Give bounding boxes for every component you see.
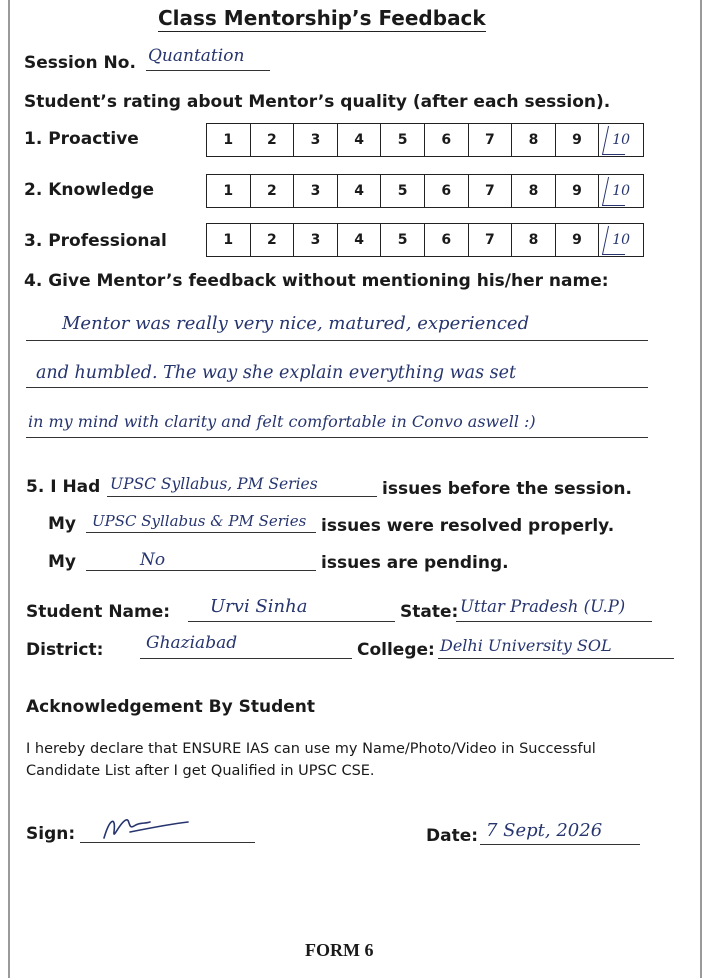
state-value[interactable]: Uttar Pradesh (U.P) (460, 597, 626, 616)
rating-cell[interactable]: 4 (338, 224, 382, 256)
date-underline (480, 844, 640, 845)
pending-prefix: My (48, 552, 76, 572)
rating-label-professional: 3. Professional (24, 231, 167, 251)
sign-label: Sign: (26, 824, 76, 844)
state-label: State: (400, 602, 459, 622)
college-value[interactable]: Delhi University SOL (440, 636, 612, 655)
district-value[interactable]: Ghaziabad (146, 633, 238, 653)
rating-cell[interactable]: 3 (294, 175, 338, 207)
rating-cell[interactable]: 1 (207, 124, 251, 156)
resolved-value[interactable]: UPSC Syllabus & PM Series (92, 512, 307, 530)
rating-cell[interactable]: 8 (512, 175, 556, 207)
rating-cell[interactable]: 1 (207, 224, 251, 256)
q5-underline (107, 496, 377, 497)
rating-cell[interactable]: 8 (512, 124, 556, 156)
session-label: Session No. (24, 53, 136, 73)
right-border (700, 0, 702, 978)
college-underline (438, 658, 674, 659)
date-value[interactable]: 7 Sept, 2026 (486, 820, 603, 841)
feedback-line-2 (26, 387, 648, 388)
district-label: District: (26, 640, 104, 660)
date-label: Date: (426, 826, 479, 846)
rating-cell[interactable]: 10 (599, 224, 643, 256)
session-value[interactable]: Quantation (148, 46, 245, 66)
acknowledgement-heading: Acknowledgement By Student (26, 697, 315, 717)
rating-cell[interactable]: 6 (425, 224, 469, 256)
rating-cell[interactable]: 5 (381, 224, 425, 256)
resolved-suffix: issues were resolved properly. (321, 516, 615, 536)
session-underline (146, 70, 270, 71)
feedback-label: 4. Give Mentor’s feedback without mentioning his/her name: (24, 271, 609, 291)
feedback-text-1[interactable]: Mentor was really very nice, matured, experienced (62, 313, 530, 334)
rating-cell[interactable]: 9 (556, 124, 600, 156)
rating-cell[interactable]: 6 (425, 175, 469, 207)
rating-cell[interactable]: 2 (251, 224, 295, 256)
rating-cell[interactable]: 8 (512, 224, 556, 256)
rating-label-knowledge: 2. Knowledge (24, 180, 155, 200)
rating-scale-proactive[interactable] (206, 123, 644, 157)
district-underline (140, 658, 352, 659)
rating-cell[interactable]: 9 (556, 175, 600, 207)
rating-cell[interactable]: 7 (469, 124, 513, 156)
pending-value[interactable]: No (140, 550, 166, 570)
resolved-prefix: My (48, 514, 76, 534)
feedback-line-3 (26, 437, 648, 438)
q5-prefix: 5. I Had (26, 477, 101, 497)
student-name-label: Student Name: (26, 602, 171, 622)
rating-cell[interactable]: 9 (556, 224, 600, 256)
rating-scale-knowledge[interactable] (206, 174, 644, 208)
rating-cell[interactable]: 4 (338, 124, 382, 156)
rating-cell[interactable]: 10 (599, 124, 643, 156)
rating-cell[interactable]: 1 (207, 175, 251, 207)
tick-mark-icon (602, 177, 631, 206)
rating-heading: Student’s rating about Mentor’s quality (after each session). (24, 92, 611, 112)
student-name-underline (188, 621, 395, 622)
form-title: Class Mentorship’s Feedback (158, 6, 486, 30)
left-border (8, 0, 10, 978)
feedback-text-3[interactable]: in my mind with clarity and felt comfortable in Convo aswell :) (28, 412, 536, 431)
rating-cell[interactable]: 3 (294, 224, 338, 256)
resolved-underline (86, 532, 316, 533)
q5-suffix: issues before the session. (382, 479, 632, 499)
rating-cell[interactable]: 10 (599, 175, 643, 207)
rating-cell[interactable]: 5 (381, 124, 425, 156)
q5-value[interactable]: UPSC Syllabus, PM Series (110, 475, 318, 493)
feedback-line-1 (26, 340, 648, 341)
rating-scale-professional[interactable] (206, 223, 644, 257)
rating-cell[interactable]: 7 (469, 224, 513, 256)
form-number: FORM 6 (305, 940, 374, 960)
pending-underline (86, 570, 316, 571)
pending-suffix: issues are pending. (321, 553, 509, 573)
rating-cell[interactable]: 3 (294, 124, 338, 156)
tick-mark-icon (602, 226, 631, 255)
rating-cell[interactable]: 2 (251, 124, 295, 156)
feedback-text-2[interactable]: and humbled. The way she explain everything was set (36, 363, 516, 383)
rating-label-proactive: 1. Proactive (24, 129, 139, 149)
rating-cell[interactable]: 6 (425, 124, 469, 156)
signature-icon[interactable] (100, 808, 200, 848)
student-name-value[interactable]: Urvi Sinha (210, 596, 308, 617)
rating-cell[interactable]: 5 (381, 175, 425, 207)
rating-cell[interactable]: 7 (469, 175, 513, 207)
rating-cell[interactable]: 2 (251, 175, 295, 207)
acknowledgement-text: I hereby declare that ENSURE IAS can use my Name/Photo/Video in Successful Candidate List after I get Qualified in UPSC CSE. (26, 741, 596, 779)
tick-mark-icon (602, 126, 631, 155)
rating-cell[interactable]: 4 (338, 175, 382, 207)
college-label: College: (357, 640, 435, 660)
state-underline (456, 621, 652, 622)
